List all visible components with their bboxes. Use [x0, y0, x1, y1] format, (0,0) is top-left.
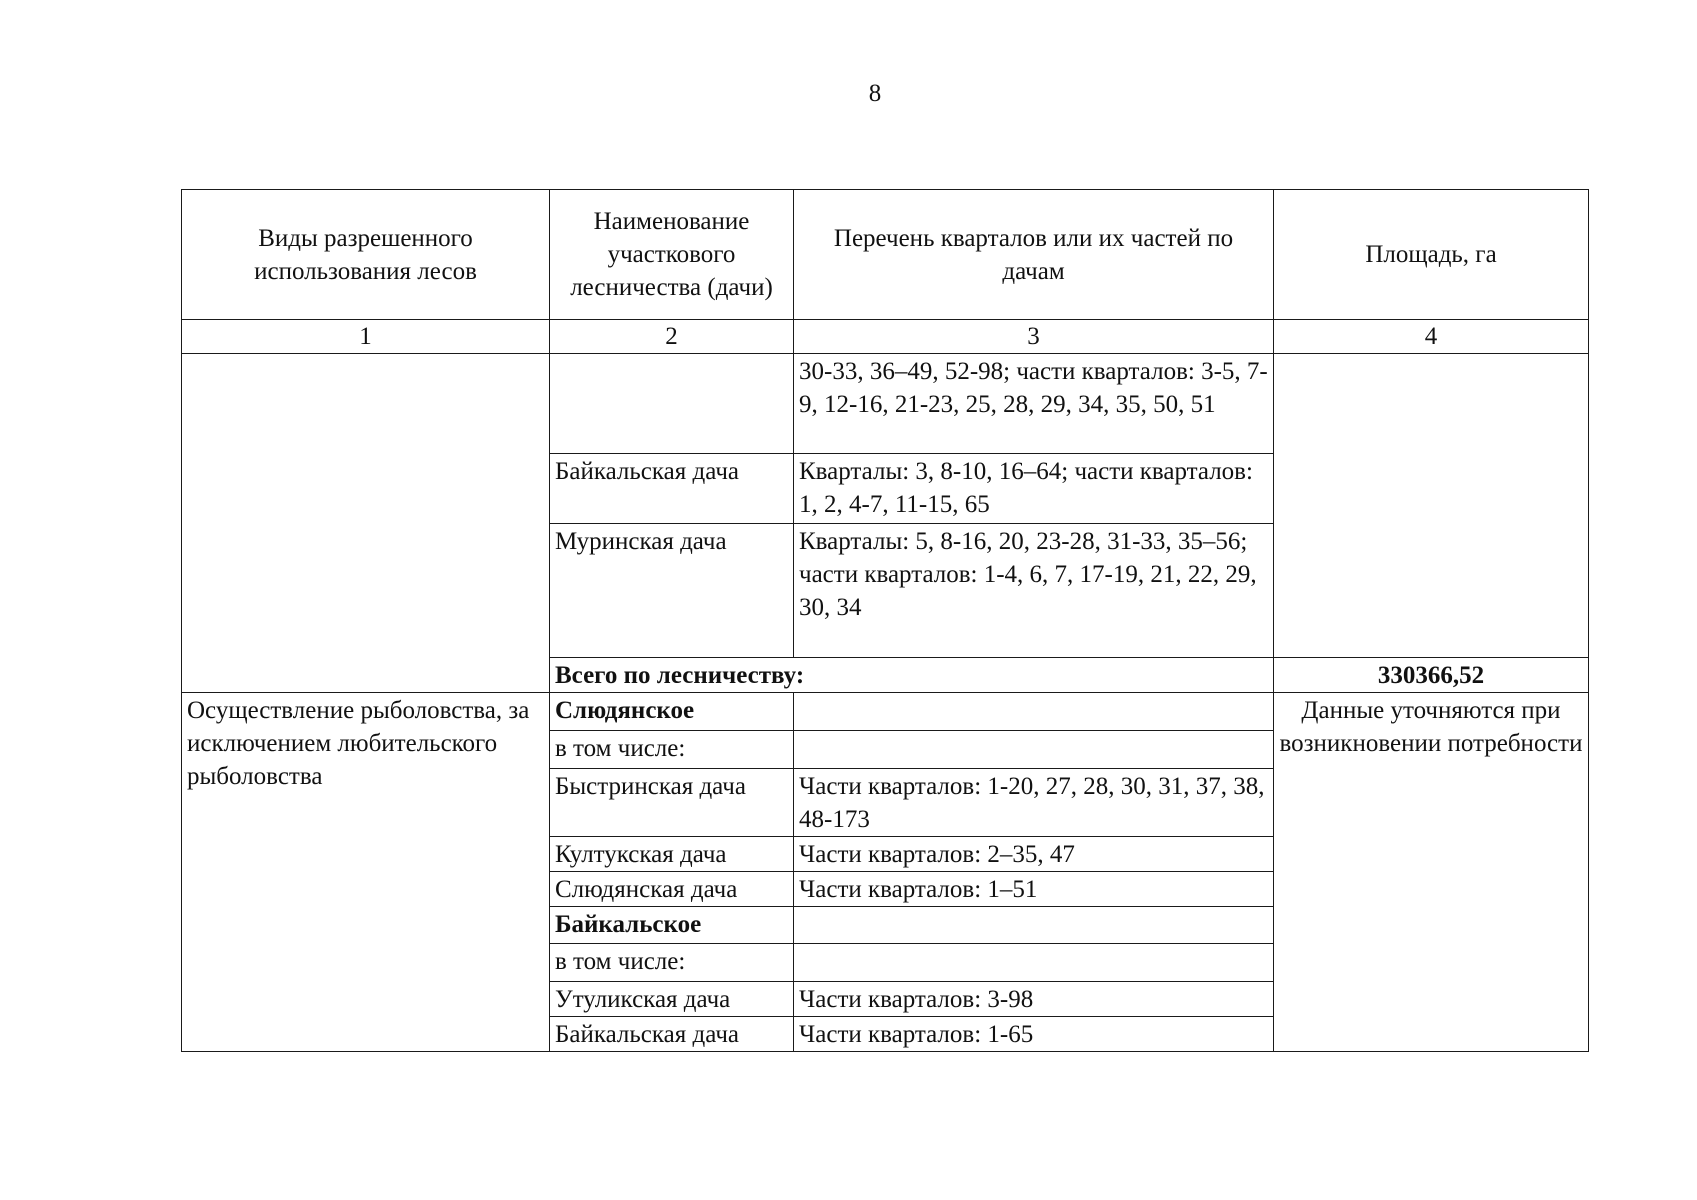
header-area: Площадь, га — [1274, 190, 1589, 320]
area-note-cell: Данные уточняются при возникновении потребности — [1274, 693, 1589, 1052]
table-row — [182, 354, 1589, 454]
header-quarters-list: Перечень кварталов или их частей по дачам — [794, 190, 1274, 320]
column-number: 3 — [794, 320, 1274, 354]
dacha-cell: Утуликская дача — [550, 982, 794, 1017]
quarters-cell: Части кварталов: 1–51 — [794, 872, 1274, 907]
quarters-cell — [794, 731, 1274, 769]
quarters-cell: Части кварталов: 3-98 — [794, 982, 1274, 1017]
total-label: Всего по лесничеству: — [550, 658, 1274, 693]
column-number-row — [182, 320, 1589, 354]
dacha-cell: Быстринская дача — [550, 769, 794, 837]
total-area: 330366,52 — [1274, 658, 1589, 693]
quarters-cell — [794, 693, 1274, 731]
dacha-cell: Култукская дача — [550, 837, 794, 872]
header-forestry-name: Наименование участкового лесничества (дачи) — [550, 190, 794, 320]
dacha-cell: Байкальская дача — [550, 454, 794, 524]
quarters-cell: Части кварталов: 1-20, 27, 28, 30, 31, 37, 38, 48-173 — [794, 769, 1274, 837]
column-number: 4 — [1274, 320, 1589, 354]
dacha-cell — [550, 354, 794, 454]
quarters-cell: Кварталы: 5, 8-16, 20, 23-28, 31-33, 35–56; части кварталов: 1-4, 6, 7, 17-19, 21, 22, 29, 30, 34 — [794, 524, 1274, 658]
page-number: 8 — [868, 80, 882, 107]
quarters-cell: Части кварталов: 1-65 — [794, 1017, 1274, 1052]
column-number: 2 — [550, 320, 794, 354]
dacha-cell: Муринская дача — [550, 524, 794, 658]
quarters-cell: 30-33, 36–49, 52-98; части кварталов: 3-5, 7-9, 12-16, 21-23, 25, 28, 29, 34, 35, 50, 51 — [794, 354, 1274, 454]
column-number: 1 — [182, 320, 550, 354]
quarters-cell — [794, 907, 1274, 944]
quarters-cell: Части кварталов: 2–35, 47 — [794, 837, 1274, 872]
table-row — [182, 693, 1589, 731]
use-type-cell-empty — [182, 354, 550, 693]
quarters-cell: Кварталы: 3, 8-10, 16–64; части кварталов: 1, 2, 4-7, 11-15, 65 — [794, 454, 1274, 524]
area-cell-empty — [1274, 354, 1589, 658]
forestry-name-cell: Слюдянское — [550, 693, 794, 731]
quarters-cell — [794, 944, 1274, 982]
use-type-cell: Осуществление рыболовства, за исключением любительского рыболовства — [182, 693, 550, 1052]
dacha-cell: Байкальская дача — [550, 1017, 794, 1052]
forest-use-table — [181, 189, 1589, 1052]
table-header-row — [182, 190, 1589, 320]
header-use-type: Виды разрешенного использования лесов — [182, 190, 550, 320]
forestry-name-cell: Байкальское — [550, 907, 794, 944]
dacha-cell: в том числе: — [550, 731, 794, 769]
dacha-cell: в том числе: — [550, 944, 794, 982]
dacha-cell: Слюдянская дача — [550, 872, 794, 907]
